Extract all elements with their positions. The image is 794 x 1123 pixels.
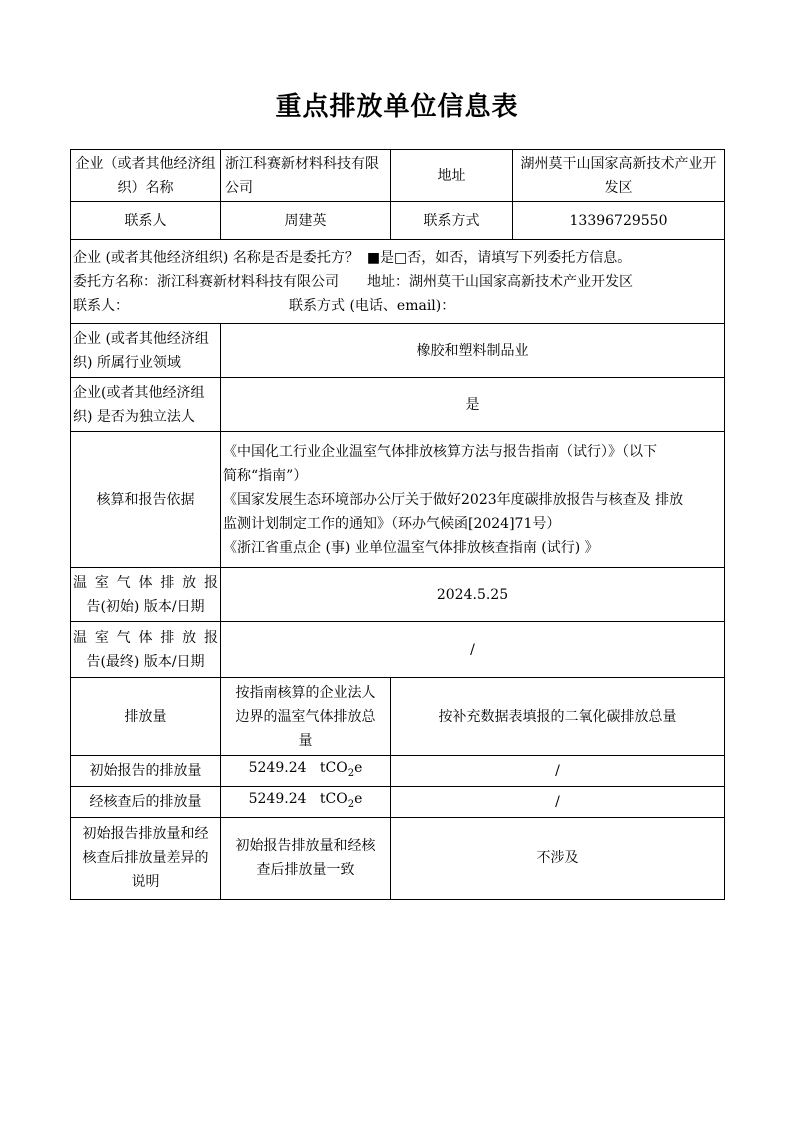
entrustment-question-line — [73, 246, 722, 270]
verified-emission-value — [221, 786, 391, 817]
difference-label — [71, 817, 221, 899]
contact-label: 联系人 — [71, 202, 221, 240]
row-difference — [71, 817, 725, 899]
industry-label — [71, 324, 221, 378]
contact-value: 周建英 — [221, 202, 391, 240]
industry-label-line1: 企业 (或者其他经济组 — [73, 330, 209, 347]
row-initial-emission — [71, 756, 725, 787]
address-value: 湖州莫干山国家高新技术产业开发区 — [513, 150, 725, 202]
entrustment-question: 企业 (或者其他经济组织) 名称是否是委托方？ — [73, 249, 359, 266]
emissions-col1-line1: 按指南核算的企业法人 — [235, 684, 376, 701]
initial-emission-number: 5249.24 — [248, 760, 307, 776]
difference-col1 — [221, 817, 391, 899]
final-report-label-line2: 告(最终) 版本/日期 — [86, 653, 205, 670]
contact-method-label: 联系方式 — [391, 202, 513, 240]
verified-emission-label: 经核查后的排放量 — [71, 786, 221, 817]
enterprise-name-label: 企业（或者其他经济组织）名称 — [71, 150, 221, 202]
basis-line3: 《国家发展生态环境部办公厅关于做好2023年度碳排放报告与核查及 排放 — [223, 491, 684, 508]
client-name: 浙江科赛新材料科技有限公司 — [157, 273, 339, 290]
final-report-label-line1: 温室气体排放报 — [73, 629, 218, 646]
final-report-value: / — [221, 622, 725, 678]
industry-value: 橡胶和塑料制品业 — [221, 324, 725, 378]
initial-report-label — [71, 568, 221, 622]
row-entrustment — [71, 240, 725, 324]
difference-label-line1: 初始报告排放量和经 — [82, 826, 209, 843]
basis-line4: 监测计划制定工作的通知》（环办气候函[2024]71号） — [223, 515, 561, 532]
initial-report-value: 2024.5.25 — [221, 568, 725, 622]
difference-col1-line1: 初始报告排放量和经核 — [235, 838, 376, 855]
entrustment-answer: ■是□否，如否，请填写下列委托方信息。 — [366, 249, 632, 266]
basis-line5: 《浙江省重点企 (事) 业单位温室气体排放核查指南 (试行) 》 — [223, 539, 599, 556]
final-report-label — [71, 622, 221, 678]
difference-label-line2: 核查后排放量差异的 — [82, 850, 209, 867]
contact-method-value: 13396729550 — [513, 202, 725, 240]
verified-emission-unit: tCO$_2$e — [319, 790, 363, 810]
difference-label-line3: 说明 — [131, 874, 160, 891]
emissions-col1-line2: 边界的温室气体排放总 — [235, 708, 376, 725]
verified-emission-number: 5249.24 — [248, 790, 307, 807]
initial-emission-value — [221, 756, 391, 787]
client-address: 湖州莫干山国家高新技术产业开发区 — [409, 273, 633, 290]
client-address-label: 地址： — [367, 273, 409, 290]
client-contact-label: 联系人： — [73, 297, 129, 314]
initial-emission-unit: tCO$_2$e — [319, 760, 363, 779]
independent-label — [71, 378, 221, 432]
client-line — [73, 270, 722, 294]
emissions-label: 排放量 — [71, 678, 221, 756]
emissions-col2-header: 按补充数据表填报的二氧化碳排放总量 — [391, 678, 725, 756]
difference-col1-line2: 查后排放量一致 — [256, 862, 355, 879]
initial-report-label-line1: 温室气体排放报 — [73, 574, 218, 591]
entrustment-cell — [71, 240, 725, 324]
row-basis — [71, 432, 725, 568]
info-table — [70, 149, 725, 900]
independent-label-line1: 企业(或者其他经济组 — [73, 384, 205, 401]
row-emissions-header — [71, 678, 725, 756]
difference-col2: 不涉及 — [391, 817, 725, 899]
independent-value: 是 — [221, 378, 725, 432]
enterprise-name-value: 浙江科赛新材料科技有限公司 — [221, 150, 391, 202]
address-label: 地址 — [391, 150, 513, 202]
row-verified-emission — [71, 786, 725, 817]
row-enterprise — [71, 150, 725, 202]
client-contact-line — [73, 294, 722, 318]
row-industry — [71, 324, 725, 378]
industry-label-line2: 织) 所属行业领域 — [73, 354, 181, 371]
row-independent — [71, 378, 725, 432]
emissions-col1-line3: 量 — [298, 732, 313, 749]
client-contact-method-label: 联系方式 (电话、email)： — [289, 297, 456, 314]
basis-line1: 《中国化工行业企业温室气体排放核算方法与报告指南（试行）》（以下 — [223, 443, 657, 460]
basis-label: 核算和报告依据 — [71, 432, 221, 568]
row-initial-report — [71, 568, 725, 622]
emissions-col1-header — [221, 678, 391, 756]
basis-value — [221, 432, 725, 568]
initial-report-label-line2: 告(初始) 版本/日期 — [86, 598, 205, 615]
row-final-report — [71, 622, 725, 678]
verified-emission-supplement: / — [391, 786, 725, 817]
client-name-label: 委托方名称： — [73, 273, 157, 290]
initial-emission-supplement: / — [391, 756, 725, 787]
basis-line2: 简称“指南”） — [223, 467, 308, 484]
initial-emission-label: 初始报告的排放量 — [71, 756, 221, 787]
row-contact — [71, 202, 725, 240]
page-title: 重点排放单位信息表 — [275, 92, 519, 122]
independent-label-line2: 织) 是否为独立法人 — [73, 408, 195, 425]
